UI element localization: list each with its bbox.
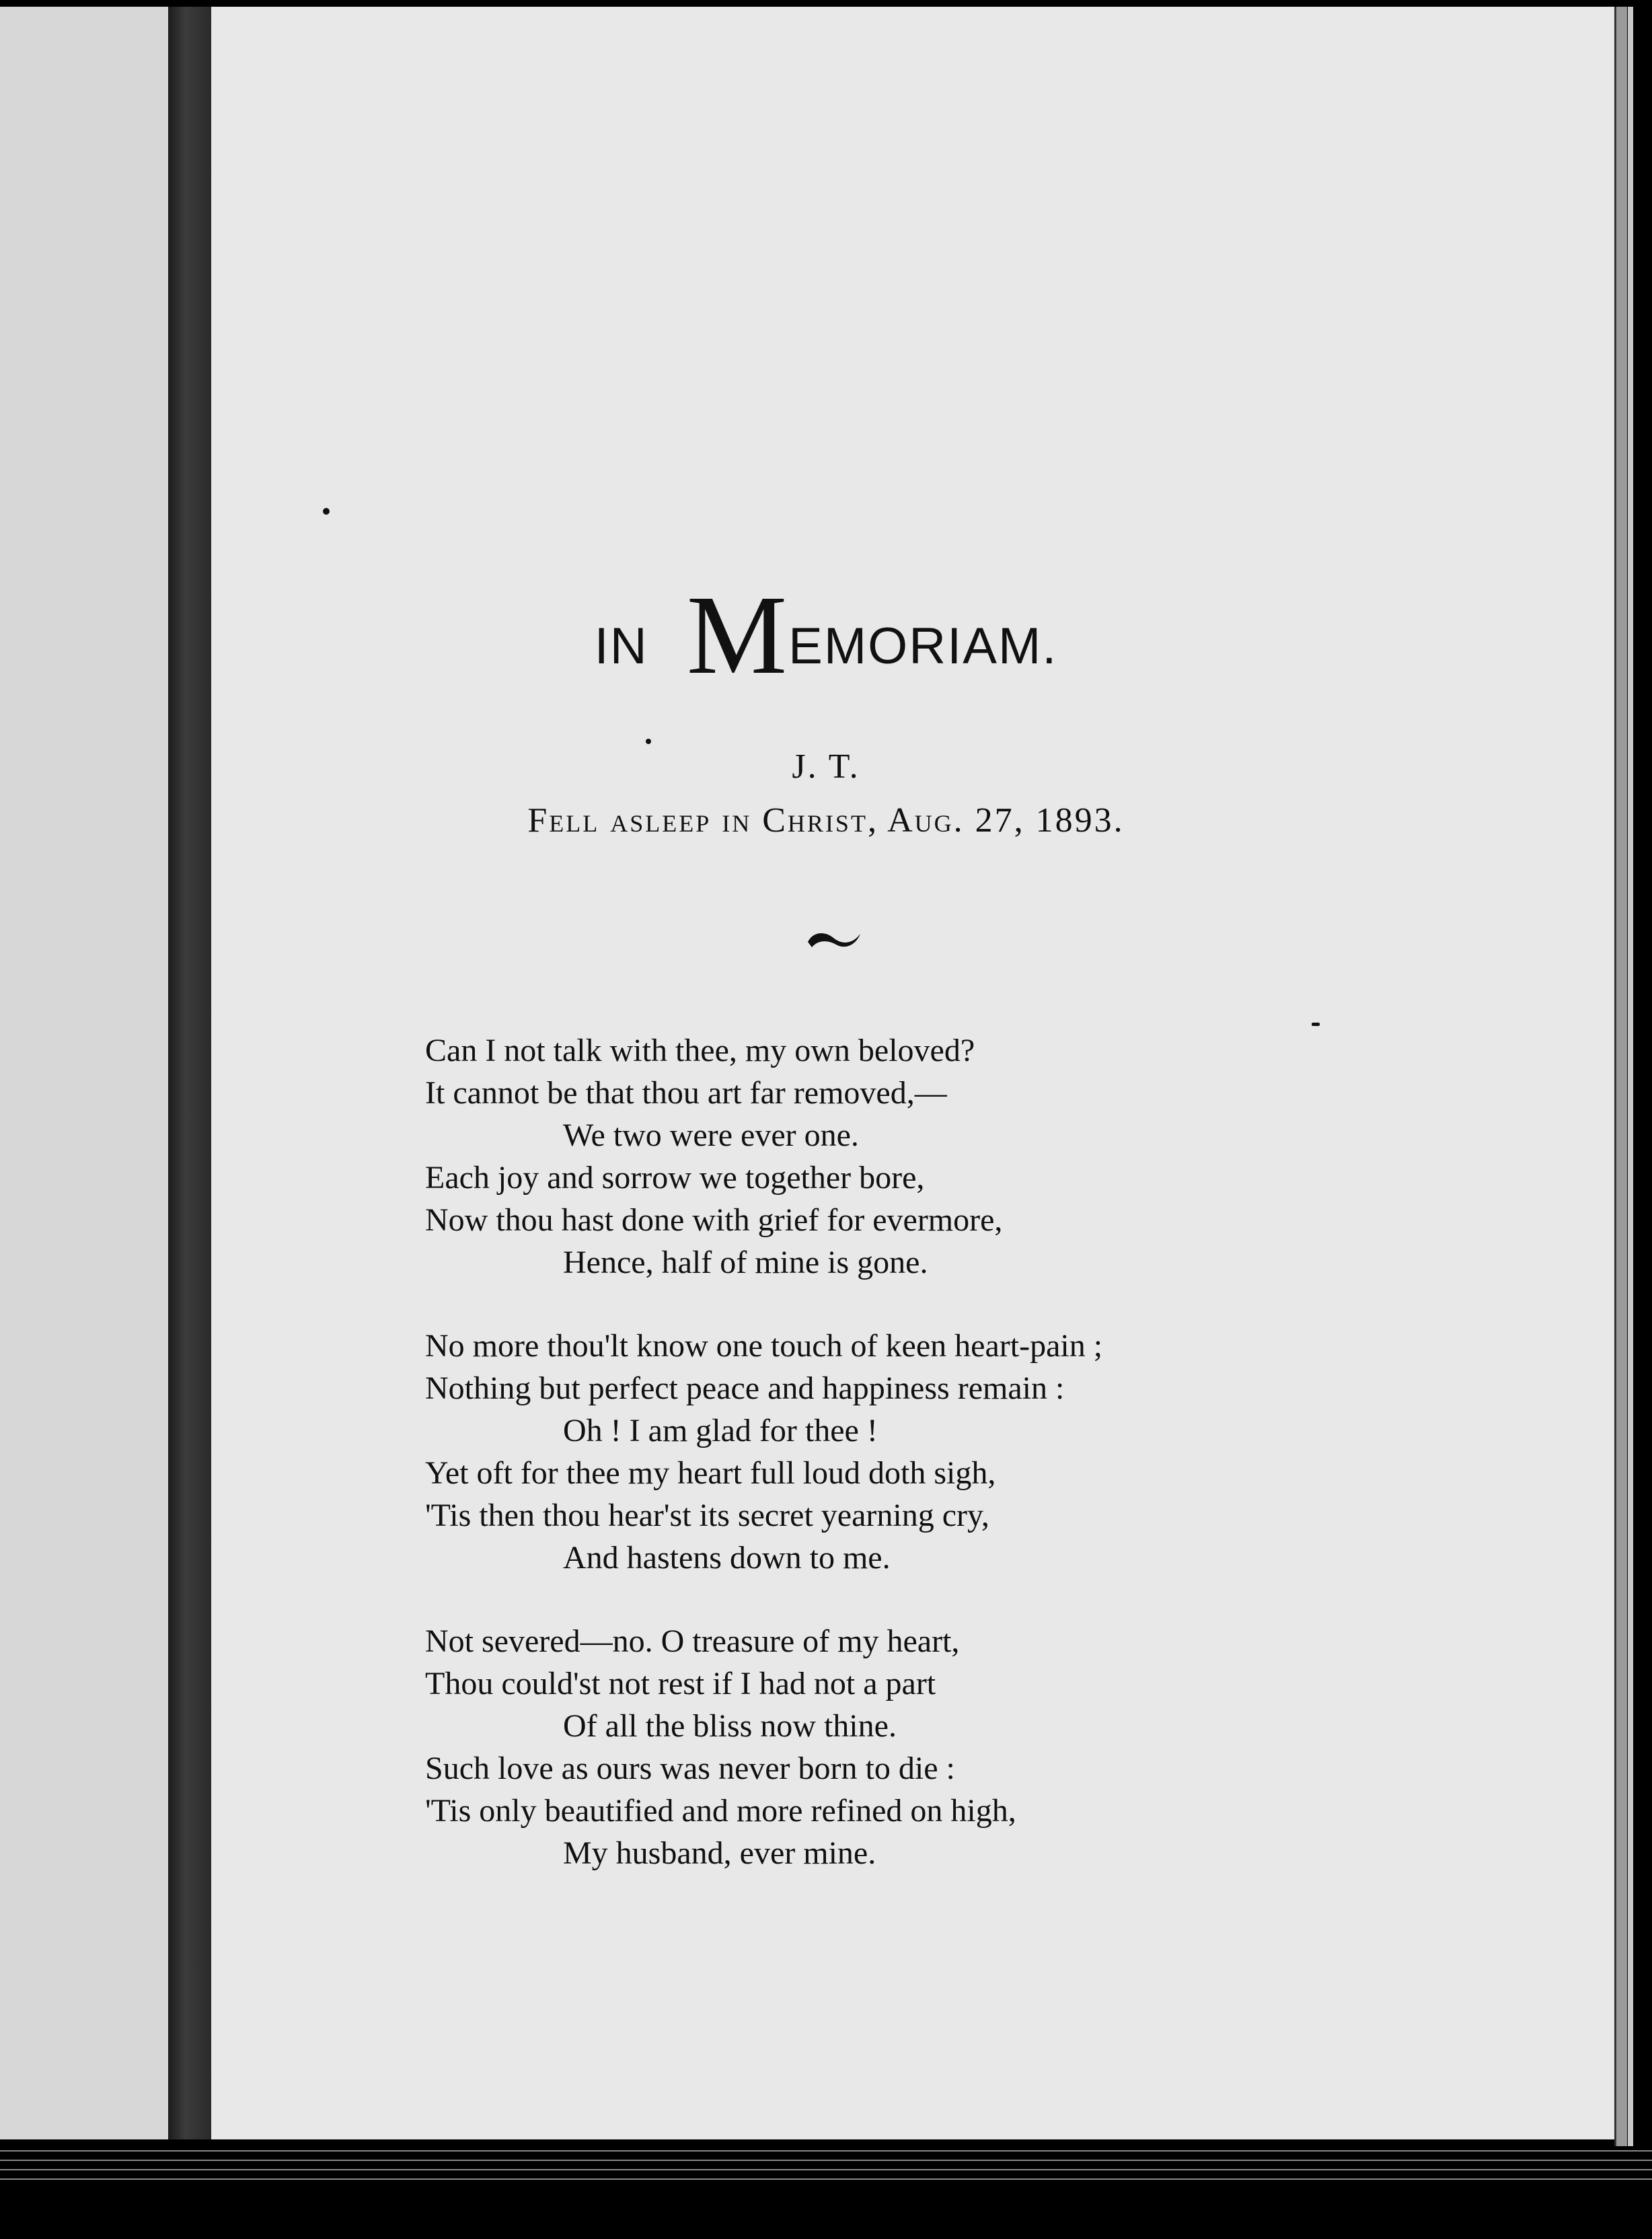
page-edge (1614, 7, 1627, 2146)
poem-line: Thou could'st not rest if I had not a part (425, 1666, 936, 1701)
poem-line: It cannot be that thou art far removed,— (425, 1075, 947, 1111)
ink-speck (646, 739, 651, 744)
ink-speck (1312, 1023, 1320, 1026)
poem-line: Each joy and sorrow we together bore, (425, 1160, 925, 1196)
facing-page (0, 7, 170, 2139)
poem-line: Can I not talk with thee, my own beloved? (425, 1033, 975, 1068)
poem-line: Of all the bliss now thine. (563, 1708, 897, 1744)
poem (425, 1029, 1300, 1915)
page-edge-outer (1628, 7, 1633, 2160)
poem-line: Not severed—no. O treasure of my heart, (425, 1623, 960, 1659)
dateline: Fell asleep in Christ, Aug. 27, 1893. (527, 801, 1125, 840)
stanza (425, 1325, 1300, 1579)
stanza (425, 1620, 1300, 1874)
scan-bottom-border (0, 2146, 1652, 2187)
poem-line: No more thou'lt know one touch of keen heart-pain ; (425, 1328, 1103, 1364)
poem-line: Yet oft for thee my heart full loud doth sigh, (425, 1455, 996, 1491)
swash-ornament-icon (804, 922, 864, 955)
page-title (0, 573, 1652, 698)
initials: J. T. (792, 747, 860, 786)
title-rest: EMORIAM. (788, 618, 1058, 675)
poem-line: My husband, ever mine. (563, 1835, 876, 1871)
poem-line: We two were ever one. (563, 1117, 859, 1153)
title-initial: M (686, 573, 789, 698)
poem-line: Now thou hast done with grief for evermore, (425, 1202, 1003, 1238)
ink-speck (323, 508, 330, 515)
book-spine-shadow (168, 7, 211, 2139)
title-prefix: IN (594, 618, 648, 675)
poem-line: Nothing but perfect peace and happiness remain : (425, 1370, 1065, 1406)
stanza (425, 1029, 1300, 1284)
poem-line: Such love as ours was never born to die : (425, 1751, 955, 1786)
poem-line: 'Tis only beautified and more refined on high, (425, 1793, 1016, 1829)
poem-line: 'Tis then thou hear'st its secret yearning cry, (425, 1498, 989, 1533)
poem-line: Hence, half of mine is gone. (563, 1245, 928, 1280)
poem-line: And hastens down to me. (563, 1540, 891, 1576)
poem-line: Oh ! I am glad for thee ! (563, 1413, 878, 1448)
